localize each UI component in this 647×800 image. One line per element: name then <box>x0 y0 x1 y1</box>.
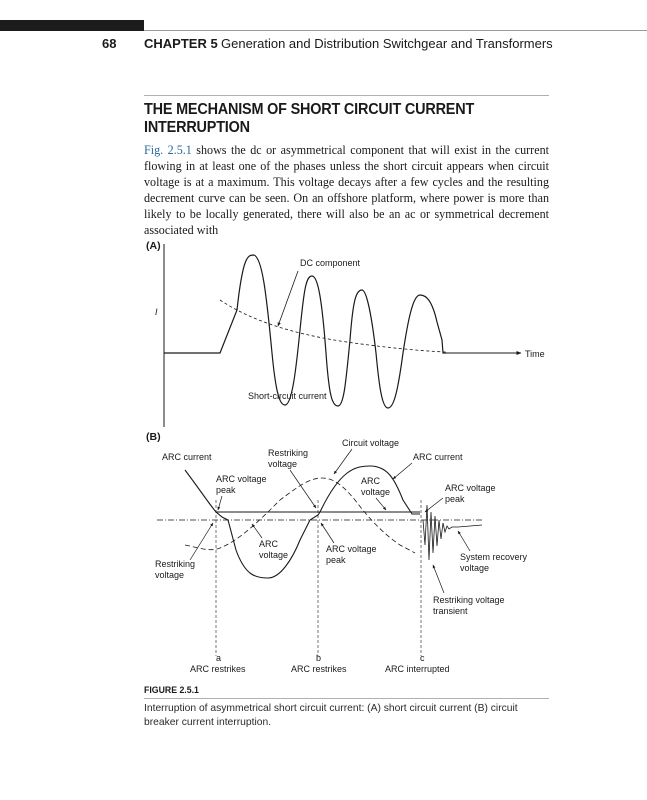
panel-a-label: (A) <box>146 240 161 252</box>
restriking-voltage-top-label-1: Restriking <box>268 448 309 458</box>
arc-voltage-mid-arrow <box>252 524 262 538</box>
system-recovery-label-2: voltage <box>460 563 490 573</box>
restriking-voltage-left-arrow <box>190 523 213 560</box>
figure-reference-link[interactable]: Fig. 2.5.1 <box>144 143 192 157</box>
arc-voltage-top-label-2: voltage <box>361 487 391 497</box>
restriking-voltage-top-label-2: voltage <box>268 459 298 469</box>
chapter-title: Generation and Distribution Switchgear and Transformers <box>221 36 553 51</box>
arc-interrupted-label: ARC interrupted <box>385 664 450 674</box>
figure-caption: Interruption of asymmetrical short circuit current: (A) short circuit current (B) circuit breaker current interruption. <box>144 703 518 728</box>
arc-voltage-top-arrow <box>376 498 386 510</box>
chapter-label: CHAPTER 5 <box>144 36 218 51</box>
restriking-voltage-left-label-2: voltage <box>155 570 185 580</box>
arc-restrikes-a-label: ARC restrikes <box>190 664 246 674</box>
circuit-voltage-label: Circuit voltage <box>342 438 400 448</box>
restriking-voltage-left-label-1: Restriking <box>155 559 196 569</box>
marker-a-label: a <box>216 653 222 663</box>
caption-rule <box>144 698 549 699</box>
arc-voltage-peak-mid-label-2: peak <box>326 555 346 565</box>
arc-restrikes-b-label: ARC restrikes <box>291 664 347 674</box>
panel-b-label: (B) <box>146 431 161 443</box>
arc-voltage-peak-mid-arrow <box>321 523 334 543</box>
arc-voltage-mid-label-1: ARC <box>259 539 279 549</box>
page-number: 68 <box>102 36 117 51</box>
marker-c-label: c <box>420 653 425 663</box>
panel-a-y-label: I <box>155 307 158 317</box>
restriking-transient-arrow <box>433 565 444 593</box>
restriking-transient-label-1: Restriking voltage <box>433 595 505 605</box>
section-title: THE MECHANISM OF SHORT CIRCUIT CURRENT INTERRUPTION <box>144 101 475 136</box>
arc-voltage-peak-right-label-1: ARC voltage <box>445 483 496 493</box>
arc-voltage-peak-mid-label-1: ARC voltage <box>326 544 377 554</box>
arc-current-left-label: ARC current <box>162 452 212 462</box>
panel-a-time-label: Time <box>525 349 545 359</box>
arc-voltage-mid-label-2: voltage <box>259 550 289 560</box>
short-circuit-label: Short-circuit current <box>248 391 327 401</box>
arc-voltage-peak-right-arrow <box>425 498 443 512</box>
arc-voltage-top-label-1: ARC <box>361 476 381 486</box>
arc-voltage-peak-left-label-1: ARC voltage <box>216 474 267 484</box>
circuit-voltage-arrow <box>334 449 352 474</box>
arc-voltage-peak-left-label-2: peak <box>216 485 236 495</box>
arc-voltage-peak-left-arrow <box>218 496 222 510</box>
marker-b-label: b <box>316 653 322 663</box>
system-recovery-arrow <box>458 531 470 551</box>
restriking-voltage-top-arrow <box>290 470 316 508</box>
paragraph-text: shows the dc or asymmetrical component that will exist in the current flowing in at least one of the phases unless the short circuit appears when circuit voltage is at a maximum. This voltage decays after a few cycles and the resulting decrement curve can be seen. On an offshore platform, where power is more than likely to be locally generated, there will also be an ac or symmetrical decrement associated with <box>144 143 549 237</box>
dc-component-arrow <box>278 271 298 326</box>
system-recovery-label-1: System recovery <box>460 552 528 562</box>
figure-label: FIGURE 2.5.1 <box>144 685 199 696</box>
short-circuit-current-curve <box>164 255 446 408</box>
arc-voltage-peak-right-label-2: peak <box>445 494 465 504</box>
arc-current-right-arrow <box>393 463 412 479</box>
restriking-transient-label-2: transient <box>433 606 468 616</box>
arc-current-right-label: ARC current <box>413 452 463 462</box>
dc-component-label: DC component <box>300 258 361 268</box>
